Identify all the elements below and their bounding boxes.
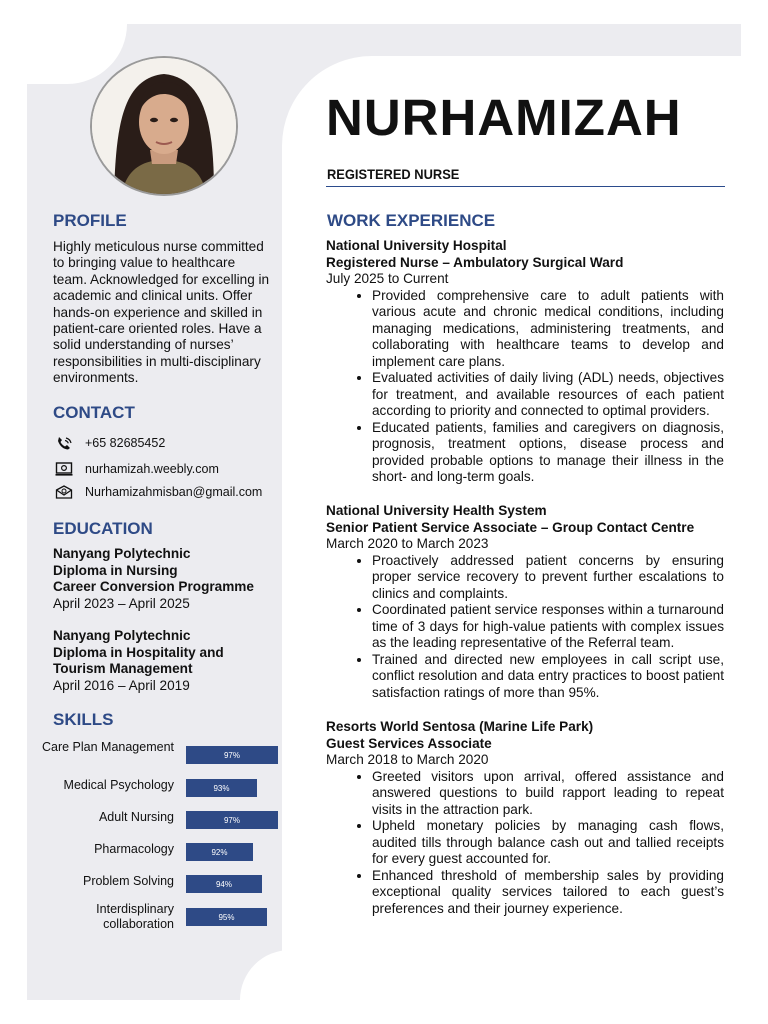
work-experience-heading: WORK EXPERIENCE <box>327 211 496 230</box>
job-bullet: • Coordinated patient service responses within a turnaround time of 3 days for high-value patients with complex issues as the leading representative of the Referral team. <box>372 602 724 652</box>
job-bullets <box>326 553 724 702</box>
contact-heading: CONTACT <box>53 403 135 422</box>
contact-phone <box>53 435 165 451</box>
skill-row <box>40 740 280 770</box>
job-bullet: • Upheld monetary policies by managing cash flows, audited tills through balance cash out and tallied receipts for every guest accounted for. <box>372 818 724 868</box>
candidate-role: REGISTERED NURSE <box>327 166 460 182</box>
header-divider <box>326 186 725 187</box>
skill-bar: 97% <box>186 811 278 829</box>
job-dates: July 2025 to Current <box>326 271 449 286</box>
job-title: Registered Nurse – Ambulatory Surgical Ward <box>326 254 624 270</box>
monitor-icon <box>53 461 75 477</box>
education-program: Diploma in Nursing <box>53 562 178 578</box>
candidate-name: NURHAMIZAH <box>326 89 682 146</box>
skill-label: Adult Nursing <box>98 810 174 824</box>
job-company: National University Health System <box>326 503 547 518</box>
education-dates: April 2023 – April 2025 <box>53 595 190 611</box>
job-entry <box>326 503 724 701</box>
job-bullet: • Provided comprehensive care to adult patients with various acute and chronic medical conditions, including managing medications, administering treatments, and collaborating with healthcare teams to develop and implement care plans. <box>372 288 724 371</box>
profile-text: Highly meticulous nurse committed to bringing value to healthcare team. Acknowledged for excelling in academic and clinical units. Offer hands-on experience and skilled in patient-care oriented roles. Have a solid understanding of nurses’ responsibilities in multi-disciplinary environments. <box>53 239 270 386</box>
job-dates: March 2020 to March 2023 <box>326 536 489 551</box>
job-company: Resorts World Sentosa (Marine Life Park) <box>326 719 594 734</box>
profile-heading: PROFILE <box>53 211 127 230</box>
contact-website-text[interactable]: nurhamizah.weebly.com <box>85 462 219 476</box>
job-bullets <box>326 769 724 918</box>
skill-label: Medical Psychology <box>63 778 174 792</box>
job-bullet: • Trained and directed new employees in call script use, conflict resolution and data entry practices to boost patient satisfaction ratings of more than 95%. <box>372 652 724 702</box>
contact-email-text[interactable]: Nurhamizahmisban@gmail.com <box>85 485 263 499</box>
skill-bar: 95% <box>186 908 267 926</box>
job-bullet: • Enhanced threshold of membership sales by providing exceptional quality services tailored to each guest’s preferences and their journey experience. <box>372 868 724 918</box>
contact-email <box>53 484 262 500</box>
skill-bar: 97% <box>186 746 278 764</box>
education-entry <box>53 628 224 694</box>
mail-icon <box>53 484 75 500</box>
skill-row <box>40 874 280 904</box>
education-entry <box>53 546 254 612</box>
contact-website <box>53 461 219 477</box>
skills-heading: SKILLS <box>53 710 114 729</box>
skill-row <box>40 902 280 932</box>
job-entry <box>326 238 724 486</box>
profile-photo <box>92 58 236 194</box>
education-program: Career Conversion Programme <box>53 579 254 595</box>
skill-label: Pharmacology <box>94 842 174 856</box>
skill-bar: 93% <box>186 779 257 797</box>
avatar <box>90 56 238 196</box>
education-program: Diploma in Hospitality and <box>53 644 224 660</box>
job-dates: March 2018 to March 2020 <box>326 752 489 767</box>
job-title: Guest Services Associate <box>326 735 492 751</box>
skill-row <box>40 778 280 808</box>
education-school: Nanyang Polytechnic <box>53 628 191 643</box>
skill-row <box>40 810 280 840</box>
job-company: National University Hospital <box>326 238 507 253</box>
job-entry <box>326 719 724 917</box>
education-dates: April 2016 – April 2019 <box>53 677 190 693</box>
skill-label: Care Plan Management <box>41 740 174 754</box>
skill-bar: 94% <box>186 875 262 893</box>
education-heading: EDUCATION <box>53 519 153 538</box>
skill-row <box>40 842 280 872</box>
job-bullet: • Greeted visitors upon arrival, offered assistance and answered questions to build rapport leading to repeat visits in the attraction park. <box>372 769 724 819</box>
skill-label: Interdisplinary collaboration <box>96 902 174 931</box>
job-title: Senior Patient Service Associate – Group Contact Centre <box>326 519 695 535</box>
education-program: Tourism Management <box>53 661 193 677</box>
job-bullets <box>326 288 724 486</box>
job-bullet: • Proactively addressed patient concerns by ensuring proper service recovery to prevent further escalations to clinics and complaints. <box>372 553 724 603</box>
contact-phone-text: +65 82685452 <box>85 436 166 450</box>
job-bullet: • Evaluated activities of daily living (ADL) needs, objectives for treatment, and available resources of each patient according to priority and connected to optimal providers. <box>372 370 724 420</box>
job-bullet: • Educated patients, families and caregivers on diagnosis, prognosis, treatment options, disease process and provided probable options to manage their illness in the short- and long-term goals. <box>372 420 724 486</box>
skill-label: Problem Solving <box>82 874 174 888</box>
skill-bar: 92% <box>186 843 253 861</box>
education-school: Nanyang Polytechnic <box>53 546 191 561</box>
phone-icon <box>53 435 75 451</box>
